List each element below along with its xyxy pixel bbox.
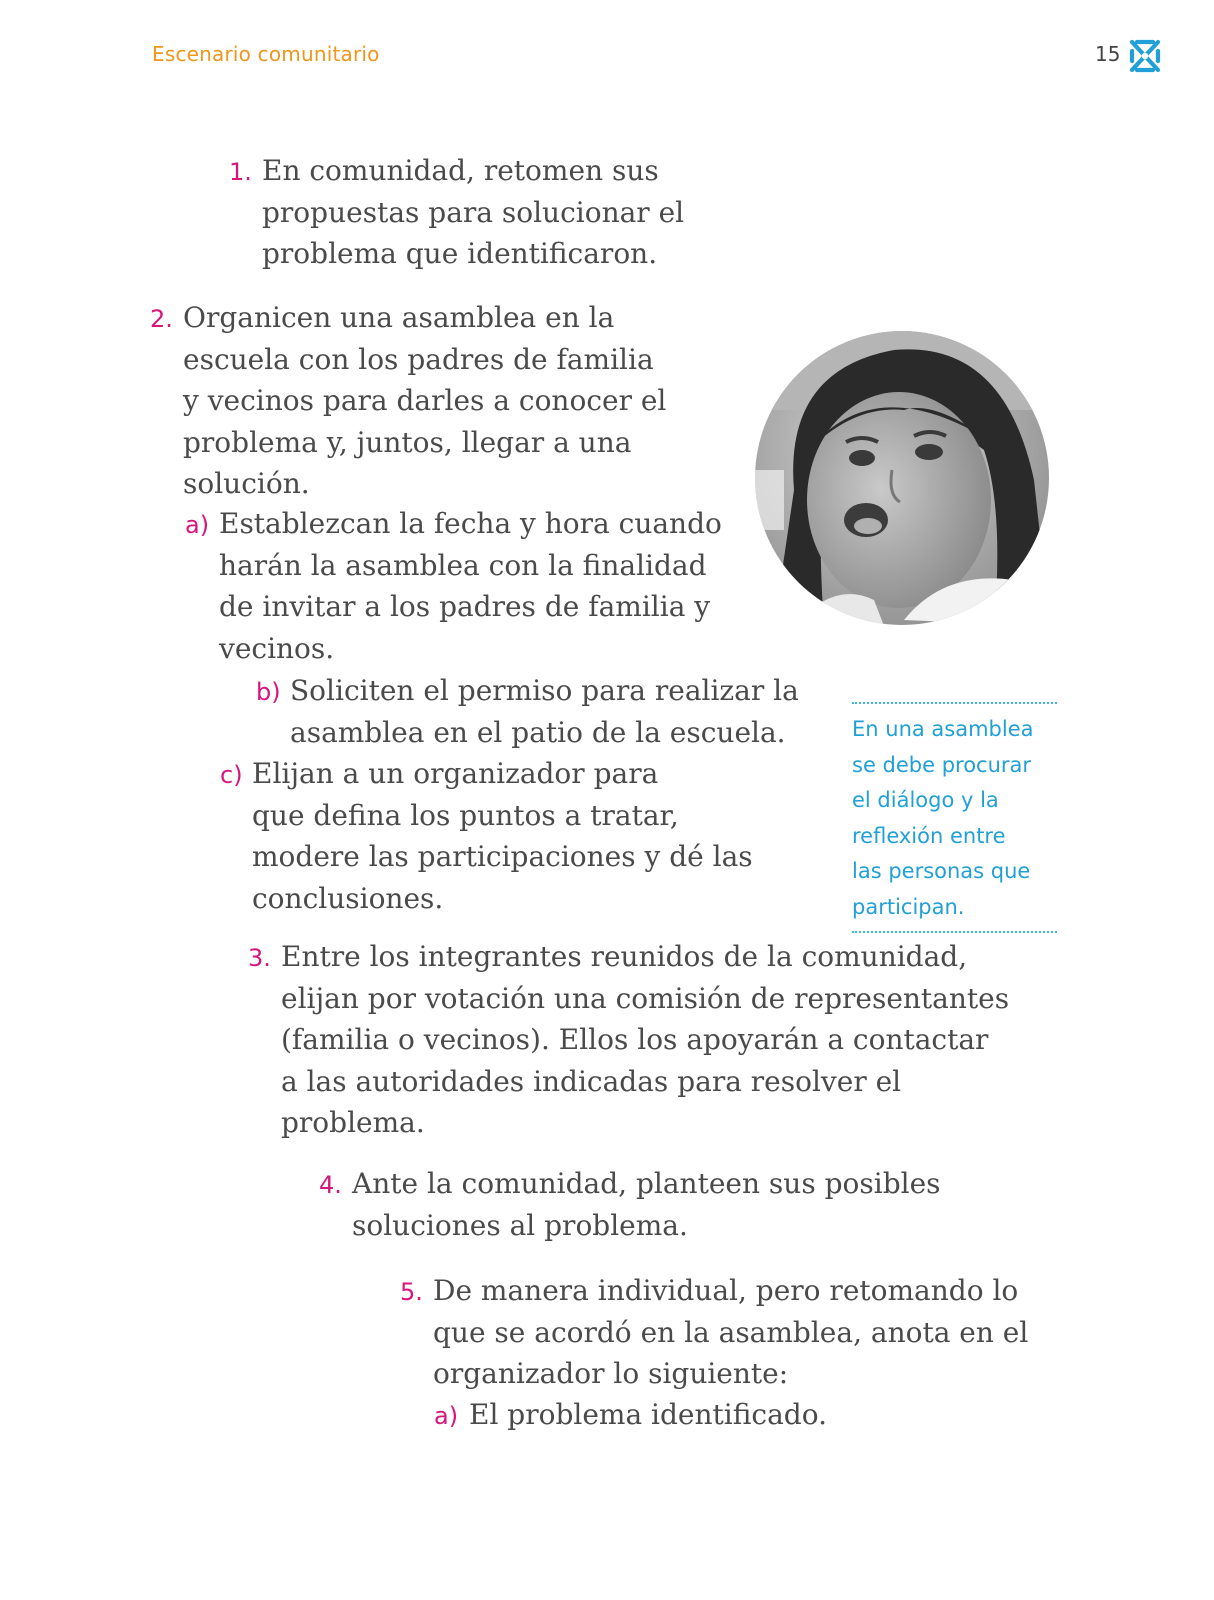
note-line: En una asamblea	[852, 717, 1034, 741]
item-letter: b)	[256, 678, 281, 706]
item-letter: a)	[434, 1402, 459, 1430]
text-line: propuestas para solucionar el	[262, 195, 685, 229]
text-line: conclusiones.	[252, 881, 444, 915]
item-number: 2.	[150, 305, 173, 333]
text-line: a las autoridades indicadas para resolver el	[281, 1064, 902, 1098]
section-title: Escenario comunitario	[152, 42, 380, 66]
girl-speaking-photo	[754, 330, 1050, 626]
note-line: se debe procurar	[852, 752, 1032, 777]
text-line: elijan por votación una comisión de representantes	[281, 981, 1010, 1015]
instruction-2c	[220, 753, 753, 919]
text-line: solución.	[183, 467, 310, 500]
item-number: 5.	[400, 1278, 423, 1306]
text-line: asamblea en el patio de la escuela.	[290, 715, 786, 749]
item-number: 4.	[319, 1171, 342, 1199]
text-line: que defina los puntos a tratar,	[252, 798, 679, 832]
instruction-4	[319, 1163, 941, 1246]
text-line: Entre los integrantes reunidos de la comunidad,	[281, 940, 968, 973]
text-line: problema.	[281, 1106, 425, 1139]
item-number: 1.	[229, 158, 252, 186]
text-line: organizador lo siguiente:	[433, 1357, 789, 1390]
instruction-5a	[434, 1394, 827, 1436]
text-line: Soliciten el permiso para realizar la	[290, 674, 799, 707]
instruction-2	[150, 297, 667, 505]
note-line: el diálogo y la	[852, 788, 999, 812]
instruction-2a	[185, 503, 722, 669]
note-line: las personas que	[852, 859, 1031, 883]
text-line: problema y, juntos, llegar a una	[183, 425, 632, 459]
instruction-5	[400, 1270, 1029, 1395]
item-number: 3.	[248, 944, 271, 972]
item-letter: c)	[220, 761, 243, 789]
note-line: participan.	[852, 894, 965, 919]
instruction-3	[248, 936, 1010, 1144]
text-line: Ante la comunidad, planteen sus posibles	[352, 1167, 941, 1200]
text-line: vecinos.	[219, 631, 335, 665]
text-line: que se acordó en la asamblea, anota en el	[433, 1315, 1029, 1349]
text-line: soluciones al problema.	[352, 1208, 688, 1242]
text-line: escuela con los padres de familia	[183, 342, 654, 376]
text-line: En comunidad, retomen sus	[262, 154, 659, 187]
page-number: 15	[1095, 42, 1121, 66]
text-line: Organicen una asamblea en la	[183, 301, 615, 334]
item-letter: a)	[185, 511, 210, 539]
text-line: Establezcan la fecha y hora cuando	[219, 507, 722, 540]
side-note	[852, 702, 1057, 933]
text-line: y vecinos para darles a conocer el	[183, 384, 667, 417]
text-line: De manera individual, pero retomando lo	[433, 1274, 1019, 1307]
note-line: reflexión entre	[852, 823, 1006, 848]
instruction-2b	[256, 670, 799, 753]
text-line: (familia o vecinos). Ellos los apoyarán a contactar	[281, 1023, 989, 1056]
text-line: harán la asamblea con la finalidad	[219, 548, 707, 582]
knot-logo-icon	[1128, 38, 1162, 74]
instruction-1	[229, 150, 685, 275]
text-line: modere las participaciones y dé las	[252, 840, 753, 873]
text-line: El problema identificado.	[469, 1398, 827, 1431]
text-line: Elijan a un organizador para	[252, 757, 659, 790]
text-line: problema que identificaron.	[262, 237, 658, 270]
text-line: de invitar a los padres de familia y	[219, 590, 711, 623]
